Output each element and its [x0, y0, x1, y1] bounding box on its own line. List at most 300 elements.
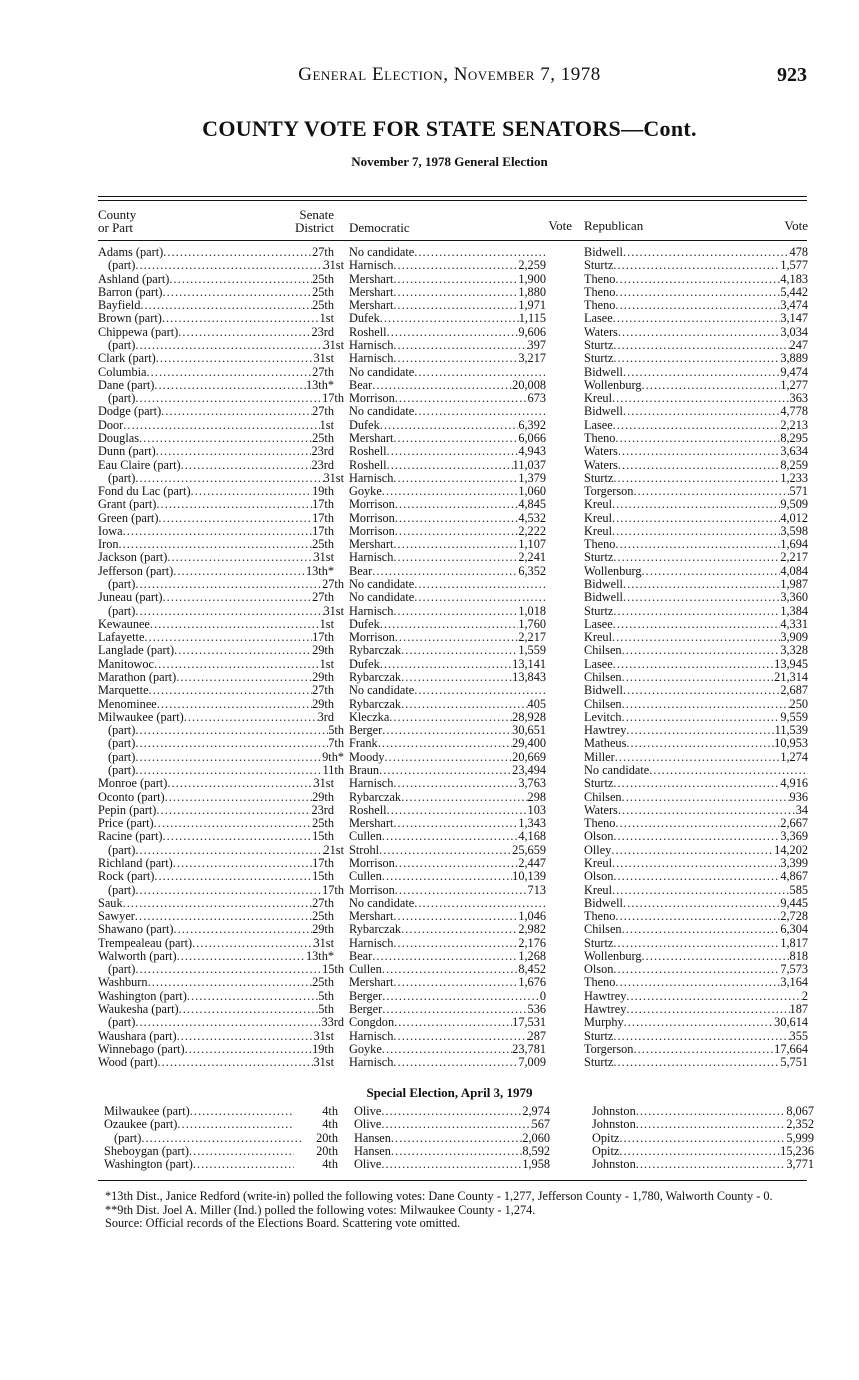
county-cell-name: (part) — [108, 750, 136, 764]
county-cell-name: Milwaukee (part) — [98, 710, 184, 724]
district-cell: 20th — [316, 1143, 338, 1158]
county-cell-name: Iron — [98, 538, 119, 552]
leader-dots — [378, 737, 512, 750]
democratic-cell-name: Olive — [354, 1158, 382, 1172]
leader-dots — [394, 1016, 512, 1029]
democratic-cell-name: Hansen — [354, 1131, 391, 1145]
county-cell — [98, 605, 344, 618]
county-cell — [98, 312, 334, 325]
leader-dots — [181, 459, 312, 472]
county-cell — [98, 1056, 334, 1069]
republican-cell-value: 7,573 — [780, 963, 808, 977]
republican-cell-name: Theno — [584, 431, 616, 445]
county-cell-value: 27th — [312, 591, 334, 605]
republican-cell — [584, 737, 808, 750]
leader-dots — [162, 312, 320, 325]
table-row — [98, 658, 808, 671]
leader-dots — [382, 1003, 527, 1016]
republican-cell-name: Theno — [584, 299, 616, 313]
county-cell-value: 17th — [312, 631, 334, 645]
leader-dots — [187, 990, 318, 1003]
leader-dots — [193, 1158, 294, 1171]
republican-cell — [584, 591, 808, 604]
republican-cell-value: 3,328 — [780, 644, 808, 658]
county-cell — [98, 1030, 334, 1043]
leader-dots — [626, 1003, 789, 1016]
democratic-cell-value: 567 — [531, 1118, 550, 1132]
county-cell-value: 29th — [312, 671, 334, 684]
leader-dots — [372, 950, 518, 963]
republican-cell — [584, 910, 808, 923]
democratic-cell-value: 9,606 — [518, 325, 546, 339]
leader-dots — [393, 551, 518, 564]
county-cell-name: Price (part) — [98, 817, 154, 831]
table-row — [98, 419, 808, 432]
democratic-cell-name: Dufek — [349, 312, 380, 326]
table-row — [98, 804, 808, 817]
county-cell — [98, 352, 334, 365]
republican-cell-value: 4,916 — [780, 777, 808, 791]
republican-cell-name: Wollenburg — [584, 378, 642, 392]
leader-dots — [135, 910, 312, 923]
header-district — [268, 208, 334, 234]
county-cell-value: 29th — [312, 923, 334, 937]
leader-dots — [613, 963, 780, 976]
democratic-cell-name: Hansen — [354, 1144, 391, 1158]
republican-cell-value: 8,067 — [786, 1105, 814, 1118]
republican-cell-name: Sturtz — [584, 551, 614, 565]
leader-dots — [169, 273, 312, 286]
county-cell-name: Menominee — [98, 697, 157, 711]
header-district-line2: District — [295, 220, 334, 235]
republican-cell — [584, 379, 808, 392]
county-cell-name: Walworth (part) — [98, 949, 177, 963]
leader-dots — [191, 485, 313, 498]
democratic-cell — [349, 352, 546, 365]
democratic-cell-value: 1,046 — [518, 910, 546, 924]
leader-dots — [382, 990, 540, 1003]
leader-dots — [395, 884, 528, 897]
republican-cell-name: Chilsen — [584, 671, 622, 684]
leader-dots — [623, 578, 780, 591]
county-cell — [98, 485, 334, 498]
table-row — [98, 618, 808, 631]
table-row — [98, 485, 808, 498]
republican-cell-value: 1,277 — [780, 378, 808, 392]
leader-dots — [414, 578, 546, 591]
county-cell — [98, 698, 334, 711]
democratic-cell — [349, 963, 546, 976]
county-cell-name: Milwaukee (part) — [104, 1105, 190, 1118]
county-cell-name: Waukesha (part) — [98, 1003, 179, 1017]
republican-cell — [584, 605, 808, 618]
county-cell — [98, 392, 344, 405]
county-cell-name: Brown (part) — [98, 312, 162, 326]
table-row — [98, 1016, 808, 1029]
leader-dots — [615, 432, 780, 445]
republican-cell-value: 571 — [789, 485, 808, 499]
democratic-cell — [354, 1158, 550, 1171]
republican-cell-name: Waters — [584, 458, 618, 472]
county-cell-value: 31st — [323, 338, 344, 352]
leader-dots — [393, 432, 518, 445]
republican-cell-value: 5,751 — [780, 1056, 808, 1070]
republican-cell — [584, 286, 808, 299]
republican-cell-name: Kreul — [584, 883, 612, 897]
republican-cell-name: Bidwell — [584, 405, 623, 419]
leader-dots — [123, 525, 313, 538]
republican-cell — [584, 326, 808, 339]
republican-cell-value: 5,442 — [780, 285, 808, 299]
special-table-row — [104, 1157, 814, 1172]
county-cell-value: 31st — [313, 1056, 334, 1070]
republican-cell — [584, 1003, 808, 1016]
leader-dots — [613, 259, 780, 272]
table-row — [98, 366, 808, 379]
democratic-cell-value: 20,669 — [512, 750, 546, 764]
democratic-cell-value: 2,176 — [518, 936, 546, 950]
county-cell-value: 5th — [328, 724, 344, 738]
table-row — [98, 791, 808, 804]
democratic-cell — [349, 392, 546, 405]
democratic-cell-name: Kleczka — [349, 710, 390, 724]
county-cell-value: 1st — [319, 617, 334, 631]
county-cell-name: (part) — [108, 883, 136, 897]
leader-dots — [154, 817, 312, 830]
leader-dots — [622, 698, 790, 711]
republican-cell-value: 34 — [795, 803, 808, 817]
republican-cell-value: 187 — [789, 1003, 808, 1017]
republican-cell-name: Lasee — [584, 617, 613, 631]
county-cell-name: Rock (part) — [98, 870, 155, 884]
table-row — [98, 525, 808, 538]
county-cell — [98, 246, 334, 259]
leader-dots — [163, 246, 312, 259]
republican-cell-value: 1,817 — [780, 936, 808, 950]
democratic-cell-value: 713 — [527, 883, 546, 897]
democratic-cell-value: 0 — [539, 989, 546, 1003]
leader-dots — [173, 857, 312, 870]
county-cell — [98, 844, 344, 857]
republican-cell-value: 1,694 — [780, 538, 808, 552]
leader-dots — [395, 857, 519, 870]
republican-cell-value: 4,778 — [780, 405, 808, 419]
table-row — [98, 565, 808, 578]
leader-dots — [156, 445, 312, 458]
democratic-cell-name: Morrison — [349, 511, 395, 525]
republican-cell — [584, 671, 808, 684]
republican-cell — [584, 459, 808, 472]
democratic-cell-name: Harnisch — [349, 352, 394, 366]
republican-cell — [584, 512, 808, 525]
table-row — [98, 764, 808, 777]
democratic-cell-name: Goyke — [349, 1042, 382, 1056]
leader-dots — [192, 937, 313, 950]
democratic-cell — [349, 366, 546, 379]
republican-cell-name: Chilsen — [584, 923, 622, 937]
leader-dots — [149, 684, 313, 697]
republican-cell-value: 14,202 — [774, 843, 808, 857]
leader-dots — [395, 498, 519, 511]
county-cell-name: Bayfield — [98, 299, 141, 313]
leader-dots — [414, 897, 546, 910]
table-row — [98, 923, 808, 936]
democratic-cell — [349, 631, 546, 644]
democratic-cell — [349, 339, 546, 352]
leader-dots — [414, 246, 546, 259]
democratic-cell-value: 1,900 — [518, 272, 546, 286]
leader-dots — [623, 897, 780, 910]
county-cell-name: (part) — [114, 1131, 142, 1145]
republican-cell — [584, 963, 808, 976]
special-table-row — [104, 1143, 814, 1158]
footnotes — [105, 1190, 810, 1231]
republican-cell — [584, 870, 808, 883]
county-cell — [98, 1043, 334, 1056]
table-row — [98, 1056, 808, 1069]
republican-cell — [584, 830, 808, 843]
county-cell-value: 25th — [312, 910, 334, 924]
democratic-cell — [349, 419, 546, 432]
county-cell — [98, 618, 334, 631]
republican-cell-value: 3,889 — [780, 352, 808, 366]
leader-dots — [401, 698, 527, 711]
democratic-cell-name: Harnisch — [349, 936, 394, 950]
county-cell-name: Washburn — [98, 976, 148, 990]
county-cell-name: Kewaunee — [98, 617, 150, 631]
democratic-cell-name: Rybarczak — [349, 697, 402, 711]
republican-cell-value: 3,369 — [780, 830, 808, 844]
democratic-cell — [349, 1003, 546, 1016]
county-cell-name: (part) — [108, 963, 136, 977]
democratic-cell-value: 7,009 — [518, 1056, 546, 1070]
district-cell: 4th — [322, 1104, 338, 1118]
democratic-cell-value: 103 — [527, 803, 546, 817]
county-cell-name: Barron (part) — [98, 285, 163, 299]
democratic-cell — [354, 1132, 550, 1145]
democratic-cell — [349, 910, 546, 923]
leader-dots — [636, 1118, 787, 1131]
republican-cell — [584, 857, 808, 870]
democratic-cell-name: Bear — [349, 949, 373, 963]
leader-dots — [393, 299, 518, 312]
county-cell-name: Marathon (part) — [98, 671, 177, 684]
democratic-cell-value: 1,971 — [518, 299, 546, 313]
leader-dots — [626, 724, 774, 737]
republican-cell-name: Miller — [584, 750, 615, 764]
leader-dots — [615, 976, 780, 989]
county-cell — [98, 777, 334, 790]
county-cell-name: Iowa — [98, 524, 123, 538]
county-cell — [98, 764, 344, 777]
leader-dots — [414, 591, 546, 604]
leader-dots — [123, 897, 313, 910]
leader-dots — [177, 1030, 314, 1043]
leader-dots — [139, 432, 312, 445]
leader-dots — [119, 538, 313, 551]
republican-cell — [584, 1056, 808, 1069]
republican-cell-value: 11,539 — [774, 724, 808, 738]
leader-dots — [618, 459, 780, 472]
leader-dots — [382, 870, 512, 883]
democratic-cell — [349, 830, 546, 843]
county-cell — [98, 538, 334, 551]
table-row — [98, 299, 808, 312]
republican-cell — [584, 844, 808, 857]
republican-cell-value: 5,999 — [786, 1131, 814, 1145]
democratic-cell-name: Cullen — [349, 870, 382, 884]
county-cell-name: Columbia — [98, 365, 147, 379]
democratic-cell — [349, 405, 546, 418]
republican-cell-name: Hawtrey — [584, 989, 627, 1003]
leader-dots — [135, 472, 323, 485]
leader-dots — [613, 312, 781, 325]
leader-dots — [393, 605, 518, 618]
republican-cell-name: Kreul — [584, 498, 612, 512]
democratic-cell-value: 23,781 — [512, 1042, 546, 1056]
democratic-cell-value: 2,447 — [518, 856, 546, 870]
democratic-cell — [349, 698, 546, 711]
leader-dots — [156, 498, 312, 511]
leader-dots — [135, 751, 322, 764]
county-cell-value: 27th — [312, 365, 334, 379]
democratic-cell-name: Morrison — [349, 524, 395, 538]
county-cell-name: Juneau (part) — [98, 591, 163, 605]
democratic-cell — [349, 923, 546, 936]
republican-cell — [584, 445, 808, 458]
header-bottom-rule — [98, 240, 807, 241]
county-cell-name: Oconto (part) — [98, 790, 165, 804]
county-cell-value: 7th — [328, 737, 344, 751]
county-cell — [98, 644, 334, 657]
table-row — [98, 591, 808, 604]
democratic-cell — [349, 379, 546, 392]
democratic-cell-name: Roshell — [349, 325, 387, 339]
leader-dots — [615, 817, 780, 830]
republican-cell-value: 2,667 — [780, 817, 808, 831]
democratic-cell — [349, 844, 546, 857]
republican-cell-name: Bidwell — [584, 365, 623, 379]
republican-cell — [592, 1118, 814, 1131]
leader-dots — [150, 618, 320, 631]
republican-cell-name: Theno — [584, 538, 616, 552]
table-row — [98, 312, 808, 325]
leader-dots — [613, 1030, 789, 1043]
county-cell-name: (part) — [108, 471, 136, 485]
democratic-cell — [349, 605, 546, 618]
table-row — [98, 963, 808, 976]
republican-cell-name: No candidate — [584, 763, 650, 777]
republican-cell-name: Chilsen — [584, 697, 622, 711]
leader-dots — [414, 366, 546, 379]
republican-cell-name: Kreul — [584, 511, 612, 525]
democratic-cell-value: 1,060 — [518, 485, 546, 499]
republican-cell — [584, 618, 808, 631]
county-cell-name: Shawano (part) — [98, 923, 174, 937]
leader-dots — [154, 658, 320, 671]
republican-cell-value: 8,259 — [780, 458, 808, 472]
democratic-cell-name: Rybarczak — [349, 644, 402, 658]
leader-dots — [391, 1132, 522, 1145]
republican-cell — [584, 711, 808, 724]
leader-dots — [380, 312, 519, 325]
republican-cell-name: Waters — [584, 445, 618, 459]
leader-dots — [393, 937, 518, 950]
leader-dots — [382, 1043, 512, 1056]
leader-dots — [176, 671, 312, 684]
democratic-cell-name: Bear — [349, 564, 373, 578]
table-row — [98, 498, 808, 511]
republican-cell-value: 4,084 — [780, 564, 808, 578]
county-cell-name: (part) — [108, 763, 136, 777]
republican-cell-value: 2,217 — [780, 551, 808, 565]
county-cell-name: (part) — [108, 604, 136, 618]
leader-dots — [135, 737, 328, 750]
democratic-cell-name: Berger — [349, 1003, 383, 1017]
header-dem-vote: Vote — [548, 218, 572, 233]
table-row — [98, 884, 808, 897]
democratic-cell — [349, 565, 546, 578]
democratic-cell-name: Mershart — [349, 431, 394, 445]
democratic-cell-name: No candidate — [349, 684, 415, 698]
table-row — [98, 857, 808, 870]
democratic-cell — [349, 551, 546, 564]
republican-cell — [584, 352, 808, 365]
county-cell-value: 25th — [312, 299, 334, 313]
county-cell-value: 33rd — [321, 1016, 344, 1030]
county-cell-name: Wood (part) — [98, 1056, 158, 1070]
leader-dots — [173, 923, 312, 936]
democratic-cell-value: 1,018 — [518, 604, 546, 618]
leader-dots — [184, 711, 318, 724]
table-row — [98, 405, 808, 418]
democratic-cell — [349, 644, 546, 657]
republican-cell — [584, 937, 808, 950]
democratic-cell-value: 23,494 — [512, 763, 546, 777]
leader-dots — [401, 791, 527, 804]
county-cell — [98, 870, 334, 883]
header-county — [98, 208, 136, 234]
leader-dots — [414, 684, 546, 697]
county-cell-name: Jackson (part) — [98, 551, 168, 565]
county-cell-value: 25th — [312, 817, 334, 831]
leader-dots — [177, 950, 306, 963]
republican-cell-value: 4,183 — [780, 272, 808, 286]
leader-dots — [395, 392, 528, 405]
county-cell-name: (part) — [108, 392, 136, 406]
county-cell-value: 27th — [312, 684, 334, 698]
democratic-cell-name: Mershart — [349, 976, 394, 990]
county-cell — [98, 671, 334, 684]
table-row — [98, 777, 808, 790]
republican-cell-value: 1,233 — [780, 471, 808, 485]
table-row — [98, 432, 808, 445]
county-cell-name: Langlade (part) — [98, 644, 175, 658]
republican-cell-value: 3,771 — [786, 1158, 814, 1172]
leader-dots — [393, 1030, 527, 1043]
republican-cell-name: Olley — [584, 843, 612, 857]
democratic-cell-value: 13,843 — [512, 671, 546, 684]
county-cell-name: (part) — [108, 1016, 136, 1030]
democratic-cell — [349, 684, 546, 697]
leader-dots — [379, 764, 512, 777]
county-cell — [98, 658, 334, 671]
leader-dots — [135, 844, 323, 857]
county-cell-name: Clark (part) — [98, 352, 156, 366]
header-rep-vote: Vote — [784, 218, 808, 233]
democratic-cell-name: Congdon — [349, 1016, 395, 1030]
republican-cell-name: Kreul — [584, 631, 612, 645]
